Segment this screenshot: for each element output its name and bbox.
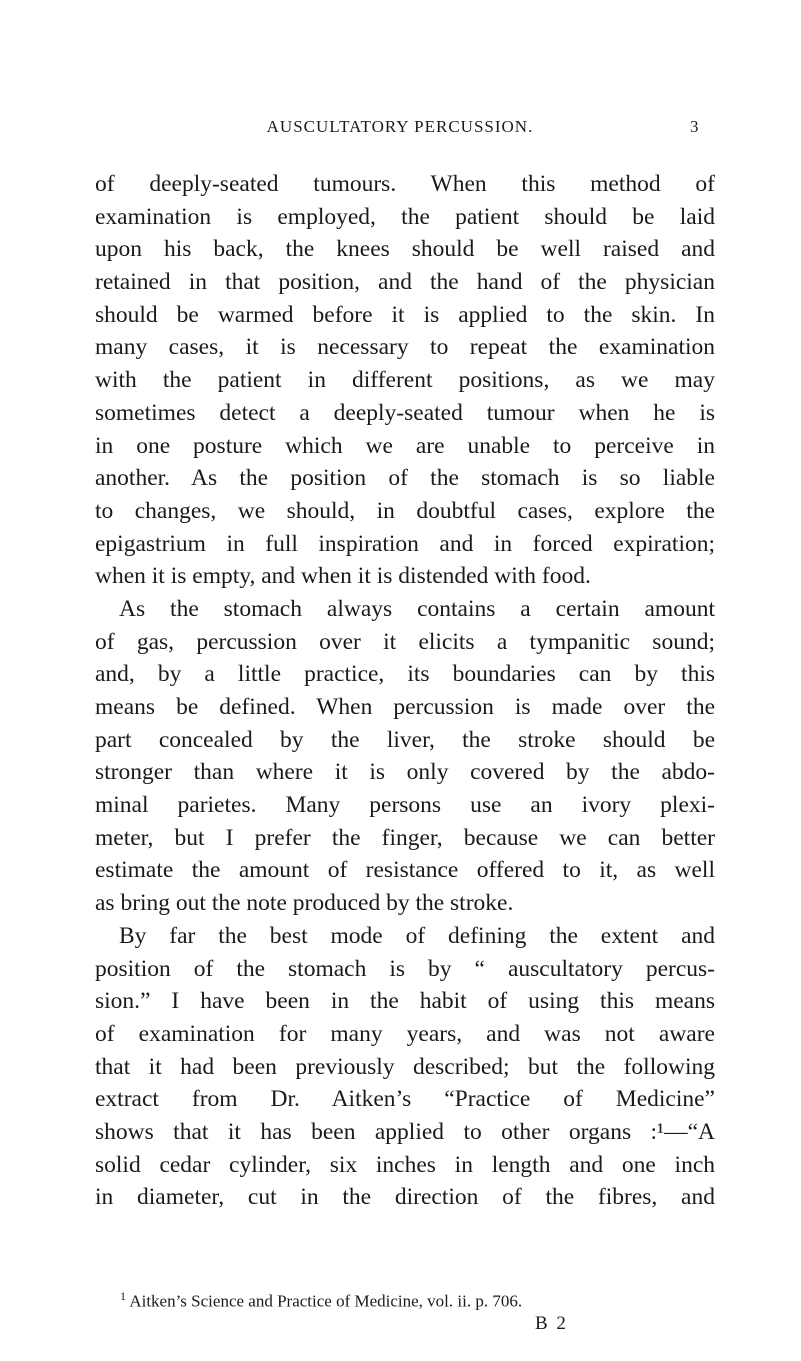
text-line: with the patient in different positions, as we may — [95, 367, 715, 394]
text-line: stronger than where it is only covered by the abdo- — [95, 759, 715, 786]
text-line: epigastrium in full inspiration and in forced expiration; — [95, 530, 715, 557]
text-line: shows that it has been applied to other organs :¹—“A — [95, 1118, 715, 1145]
text-line: retained in that position, and the hand of the physician — [95, 269, 715, 296]
text-line: to changes, we should, in doubtful cases, explore the — [95, 497, 715, 524]
text-line: in diameter, cut in the direction of the fibres, and — [95, 1184, 715, 1211]
text-line: sion.” I have been in the habit of using this means — [95, 988, 715, 1015]
text-line: As the stomach always contains a certain amount — [119, 595, 715, 622]
text-line: another. As the position of the stomach is so liable — [95, 465, 715, 492]
text-line: means be defined. When percussion is made over the — [95, 694, 715, 720]
text-line: minal parietes. Many persons use an ivory plexi- — [95, 792, 715, 819]
body-text — [95, 168, 715, 1214]
text-line: in one posture which we are unable to perceive in — [95, 432, 715, 459]
footnote-marker: 1 — [120, 1289, 126, 1303]
text-line: and, by a little practice, its boundaries can by this — [95, 661, 715, 688]
text-line: sometimes detect a deeply-seated tumour when he is — [95, 399, 715, 426]
text-line: many cases, it is necessary to repeat the examination — [95, 334, 715, 361]
text-line: examination is employed, the patient should be laid — [95, 203, 715, 230]
text-line: solid cedar cylinder, six inches in length and one inch — [95, 1151, 715, 1178]
text-line: of examination for many years, and was not aware — [95, 1020, 715, 1047]
text-line: position of the stomach is by “ auscultatory percus- — [95, 955, 715, 982]
text-line: of deeply-seated tumours. When this method of — [95, 171, 715, 197]
text-line: upon his back, the knees should be well raised and — [95, 236, 715, 263]
text-line: extract from Dr. Aitken’s “Practice of Medicine” — [95, 1086, 715, 1113]
running-head: AUSCULTATORY PERCUSSION. — [266, 117, 534, 136]
text-line: meter, but I prefer the finger, because we can better — [95, 824, 715, 851]
footnote — [120, 1289, 522, 1312]
text-line: estimate the amount of resistance offered to it, as well — [95, 857, 715, 884]
page-number: 3 — [690, 117, 699, 136]
text-line: when it is empty, and when it is distended with food. — [95, 563, 591, 590]
signature-mark: B 2 — [535, 1313, 568, 1334]
text-line: By far the best mode of defining the extent and — [119, 922, 715, 949]
footnote-text: Aitken’s Science and Practice of Medicine, vol. ii. p. 706. — [129, 1291, 523, 1311]
text-line: should be warmed before it is applied to the skin. In — [95, 301, 715, 328]
text-line: as bring out the note produced by the stroke. — [95, 890, 514, 917]
text-line: part concealed by the liver, the stroke should be — [95, 726, 715, 753]
text-line: that it had been previously described; but the following — [95, 1053, 715, 1080]
text-line: of gas, percussion over it elicits a tympanitic sound; — [95, 628, 715, 655]
